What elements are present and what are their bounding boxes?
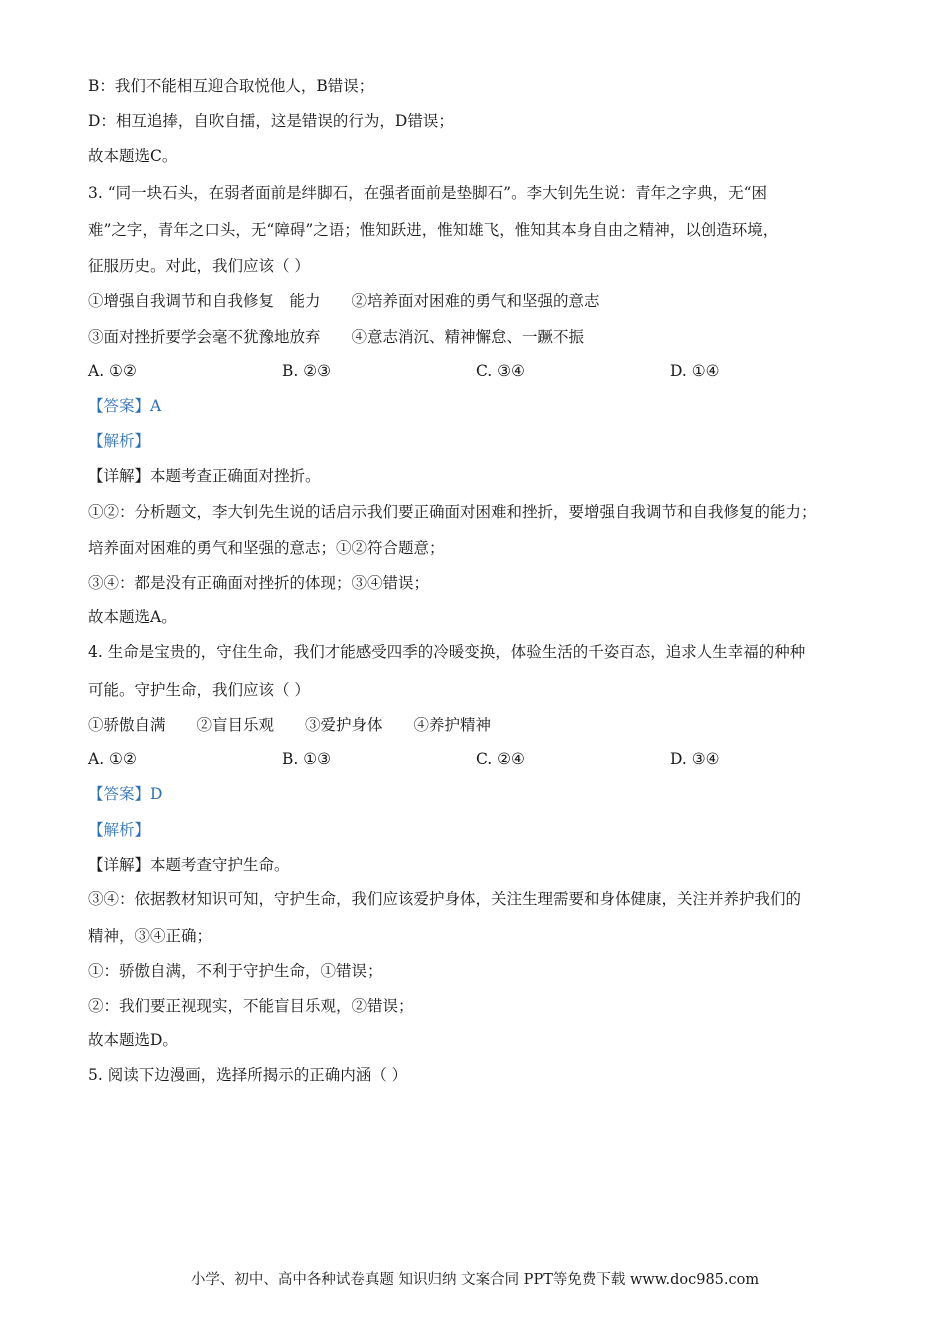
answer-label: 【答案】D [88, 785, 163, 803]
text-line: 培养面对困难的勇气和坚强的意志；①②符合题意； [88, 539, 445, 557]
text-line: ①：骄傲自满，不利于守护生命，①错误； [88, 962, 383, 980]
option-c: C. ②④ [476, 750, 525, 768]
text-line: 故本题选D。 [88, 1031, 178, 1049]
question-3-stem: 难”之字，青年之口头，无“障碍”之语；惟知跃进，惟知雄飞，惟知其本身自由之精神，以创造环境， [88, 221, 779, 239]
question-3-statements: ①增强自我调节和自我修复 能力 ②培养面对困难的勇气和坚强的意志 [88, 292, 600, 310]
option-b: B. ①③ [282, 750, 332, 768]
text-line: 精神，③④正确； [88, 927, 213, 945]
question-4-statements: ①骄傲自满 ②盲目乐观 ③爱护身体 ④养护精神 [88, 716, 492, 734]
option-b: B. ②③ [282, 362, 332, 380]
option-a: A. ①② [88, 750, 137, 768]
text-line: B：我们不能相互迎合取悦他人，B错误； [88, 77, 375, 95]
text-line: ②：我们要正视现实，不能盲目乐观，②错误； [88, 997, 414, 1015]
page-footer: 小学、初中、高中各种试卷真题 知识归纳 文案合同 PPT等免费下载 www.doc985.com [190, 1272, 760, 1288]
option-a: A. ①② [88, 362, 137, 380]
question-5-stem: 5. 阅读下边漫画，选择所揭示的正确内涵（ ） [88, 1066, 408, 1084]
text-line: 故本题选A。 [88, 608, 177, 626]
question-4-stem: 可能。守护生命，我们应该（ ） [88, 681, 310, 699]
analysis-label: 【解析】 [88, 821, 151, 839]
detail-line: 【详解】本题考查守护生命。 [88, 856, 290, 874]
detail-line: 【详解】本题考查正确面对挫折。 [88, 467, 321, 485]
question-4-stem: 4. 生命是宝贵的，守住生命，我们才能感受四季的冷暖变换，体验生活的千姿百态，追求人生幸福的种种 [88, 643, 806, 661]
question-3-stem: 征服历史。对此，我们应该（ ） [88, 257, 310, 275]
question-3-statements: ③面对挫折要学会毫不犹豫地放弃 ④意志消沉、精神懈怠、一蹶不振 [88, 328, 585, 346]
option-d: D. ③④ [670, 750, 720, 768]
answer-label: 【答案】A [88, 397, 162, 415]
text-line: ③④：都是没有正确面对挫折的体现；③④错误； [88, 574, 430, 592]
option-c: C. ③④ [476, 362, 525, 380]
option-d: D. ①④ [670, 362, 720, 380]
text-line: 故本题选C。 [88, 147, 178, 165]
question-3-stem: 3. “同一块石头，在弱者面前是绊脚石，在强者面前是垫脚石”。李大钊先生说：青年之字典，无“困 [88, 184, 767, 202]
text-line: D：相互追捧，自吹自擂，这是错误的行为，D错误； [88, 112, 454, 130]
text-line: ③④：依据教材知识可知，守护生命，我们应该爱护身体，关注生理需要和身体健康，关注并养护我们的 [88, 890, 802, 908]
text-line: ①②：分析题文，李大钊先生说的话启示我们要正确面对困难和挫折，要增强自我调节和自我修复的能力； [88, 503, 817, 521]
analysis-label: 【解析】 [88, 432, 151, 450]
